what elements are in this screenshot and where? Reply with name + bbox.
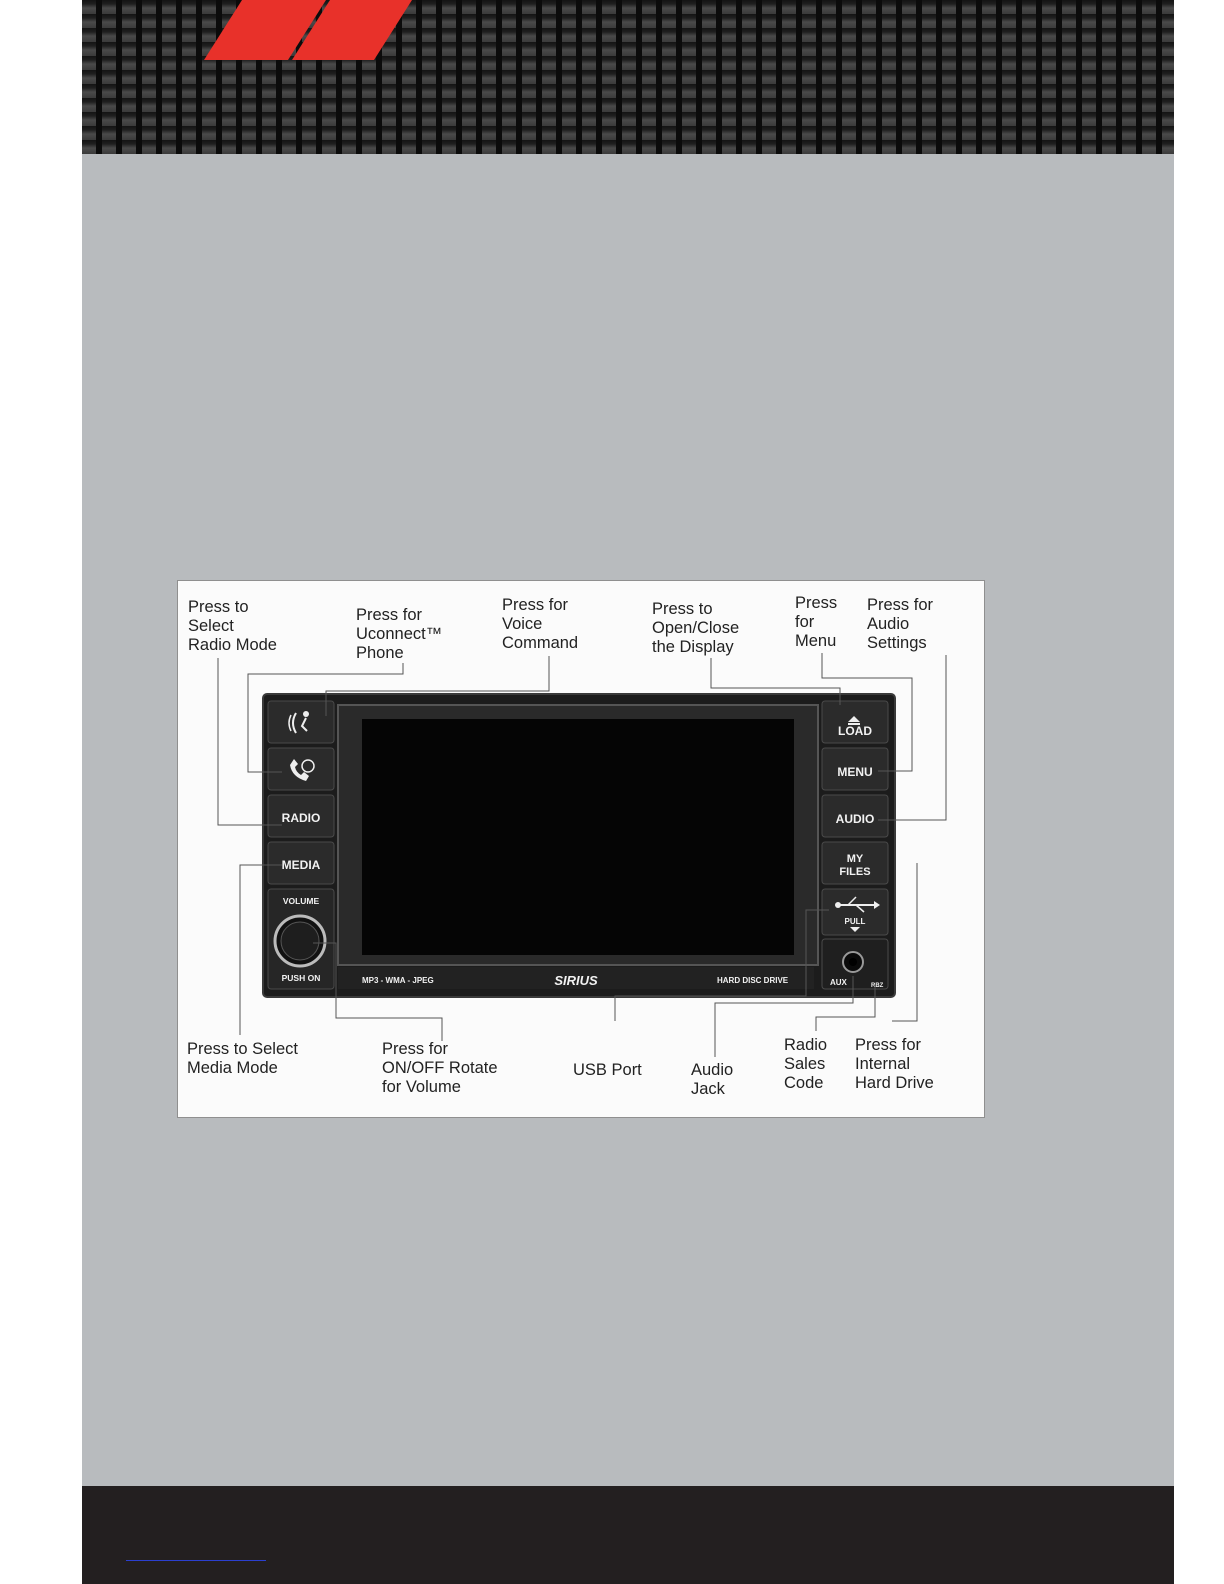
media-button-label: MEDIA <box>281 858 321 872</box>
label-internal-hard-drive: Press for Internal Hard Drive <box>855 1036 934 1092</box>
label-audio-jack: Audio Jack <box>691 1061 734 1098</box>
voice-command-button[interactable] <box>268 701 334 743</box>
hard-disc-label: HARD DISC DRIVE <box>717 976 789 985</box>
formats-label: MP3 - WMA - JPEG <box>362 976 434 985</box>
files-label: FILES <box>839 866 871 878</box>
pull-label: PULL <box>844 917 866 926</box>
red-stripes-logo <box>82 0 1174 154</box>
radio-button-label: RADIO <box>281 811 321 825</box>
label-voice-command: Press for Voice Command <box>502 596 579 652</box>
label-radio-mode: Press to Select Radio Mode <box>188 598 277 654</box>
label-media-mode: Press to Select Media Mode <box>187 1040 298 1077</box>
volume-knob-center <box>281 922 319 960</box>
aux-jack-hole <box>849 958 857 966</box>
load-button-label: LOAD <box>838 724 872 738</box>
label-volume: Press for ON/OFF Rotate for Volume <box>382 1040 498 1096</box>
label-uconnect-phone: Press for Uconnect™ Phone <box>356 606 443 662</box>
menu-button-label: MENU <box>837 765 873 779</box>
label-open-close-display: Press to Open/Close the Display <box>652 600 740 656</box>
phone-button[interactable] <box>268 748 334 790</box>
label-menu: Press for Menu <box>795 594 838 650</box>
aux-label: AUX <box>830 978 847 987</box>
audio-button-label: AUDIO <box>835 812 875 826</box>
carbon-fiber-header <box>82 0 1174 154</box>
push-on-label: PUSH ON <box>281 973 321 983</box>
label-radio-sales-code: Radio Sales Code <box>784 1036 828 1092</box>
label-audio-settings: Press for Audio Settings <box>867 596 934 652</box>
footer-band <box>82 1486 1174 1584</box>
footer-link-underline[interactable] <box>126 1560 266 1561</box>
display-screen <box>362 719 794 955</box>
radio-diagram <box>177 580 985 1118</box>
manual-page <box>82 0 1174 1584</box>
sirius-logo: SIRIUS <box>554 973 598 988</box>
my-label: MY <box>846 853 864 865</box>
volume-label: VOLUME <box>282 896 320 906</box>
sales-code-label: RBZ <box>871 983 884 989</box>
label-usb-port: USB Port <box>573 1061 642 1079</box>
